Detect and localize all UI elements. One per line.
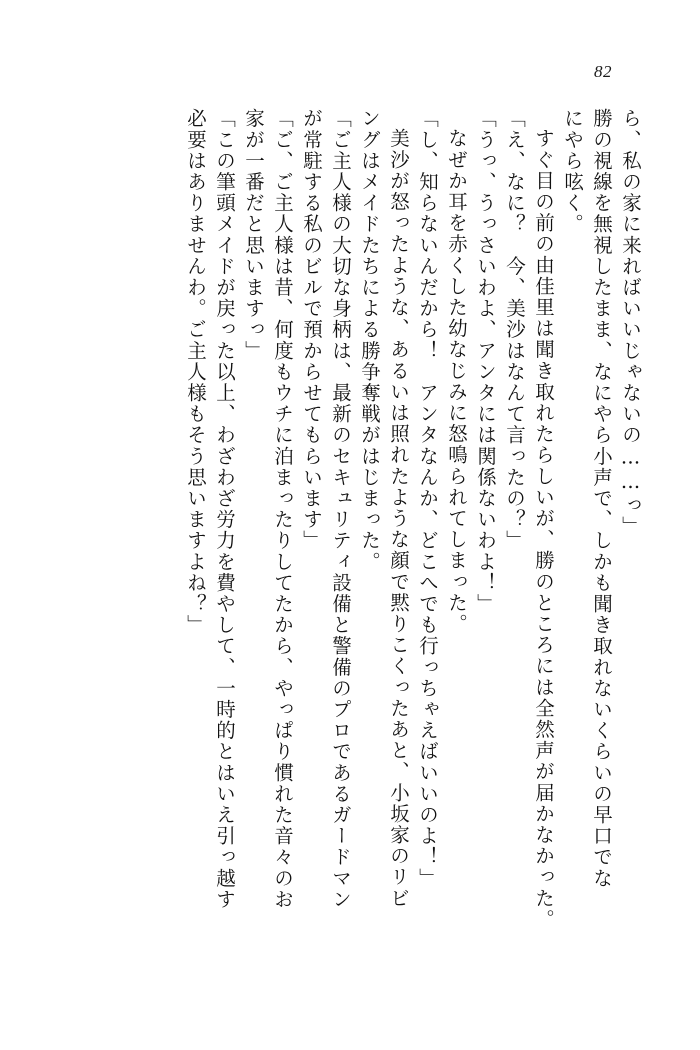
text-column: すぐ目の前の由佳里は聞き取れたらしいが、勝のところには全然声が届かなかった。 <box>532 128 555 930</box>
text-column: にやら呟く。 <box>561 108 584 235</box>
text-column: が常駐する私のビルで預からせてもらいます」 <box>300 108 323 552</box>
vertical-text-block <box>60 108 640 978</box>
text-column: 「この筆頭メイドが戻った以上、わざわざ労力を費やして、一時的とはいえ引っ越す <box>213 108 236 910</box>
text-column: ングはメイドたちによる勝争奪戦がはじまった。 <box>358 108 381 573</box>
text-column: 勝の視線を無視したまま、なにやら小声で、しかも聞き取れないくらいの早口でな <box>590 108 613 889</box>
page-number: 82 <box>594 62 612 81</box>
text-column: 「え、なに？ 今、美沙はなんて言ったの？」 <box>503 108 526 552</box>
text-column: 「ご、ご主人様は昔、何度もウチに泊まったりしてたから、やっぱり慣れた音々のお <box>271 108 294 910</box>
text-column: なぜか耳を赤くした幼なじみに怒鳴られてしまった。 <box>445 128 468 635</box>
text-column: 必要はありませんわ。ご主人様もそう思いますよね？」 <box>184 108 207 636</box>
text-column: 家が一番だと思いますっ」 <box>242 108 265 362</box>
text-column: 「し、知らないんだから！ アンタなんか、どこへでも行っちゃえばいいのよ！」 <box>416 108 439 889</box>
text-column: ら、私の家に来ればいいじゃないの……っ」 <box>619 108 642 537</box>
text-column: 「うっ、うっさいわよ、アンタには関係ないわよ！」 <box>474 108 497 615</box>
text-column: 美沙が怒ったような、あるいは照れたような顔で黙りこくったあと、小坂家のリビ <box>387 128 410 909</box>
text-column: 「ご主人様の大切な身柄は、最新のセキュリティ設備と警備のプロであるガードマン <box>329 108 352 910</box>
